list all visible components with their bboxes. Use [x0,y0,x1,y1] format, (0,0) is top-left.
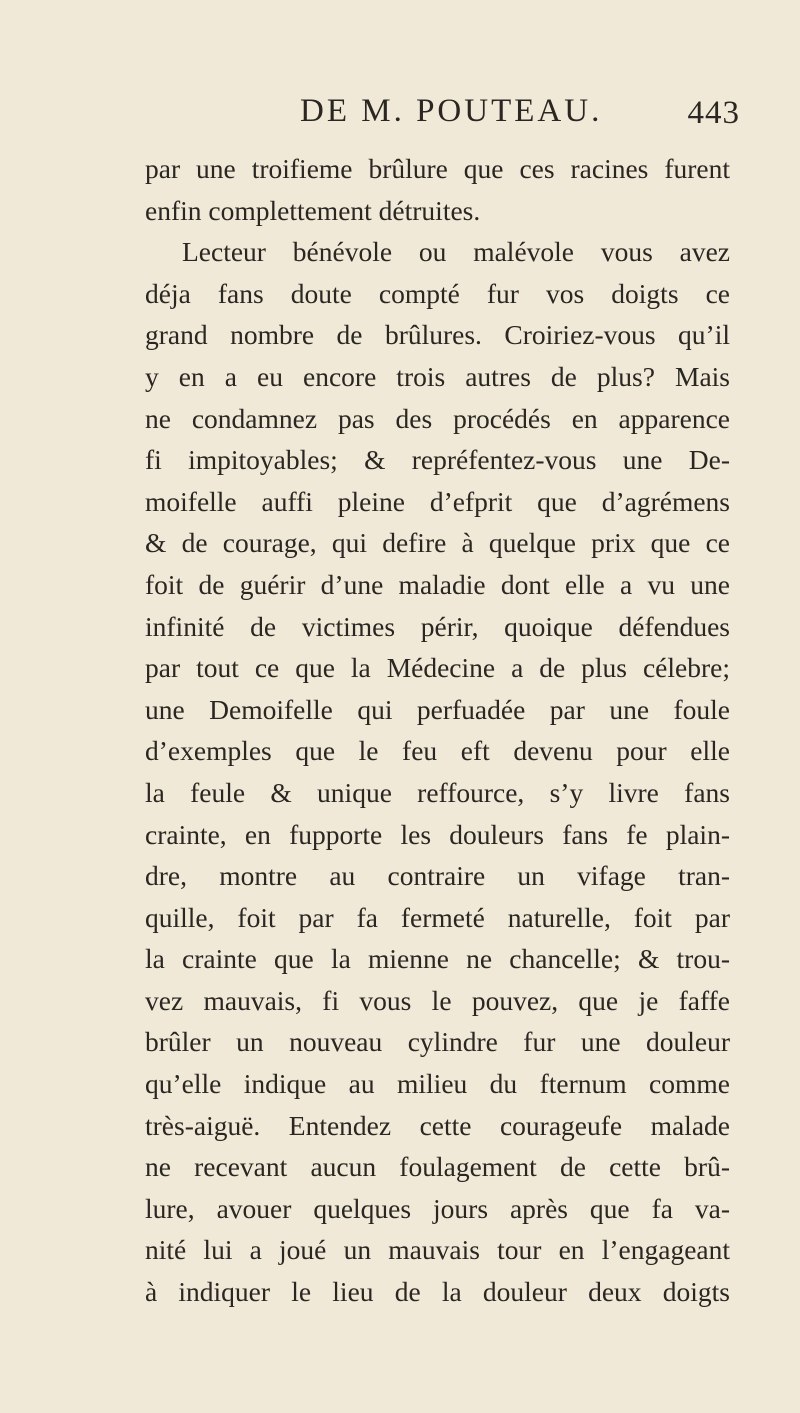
text-line: très-aiguë. Entendez cette courageufe malade [145,1109,730,1141]
text-line: par une troifieme brûlure que ces racines furent [145,153,730,184]
text-line: la feule & unique reffource, s’y livre fans [145,776,730,808]
text-line: dre, montre au contraire un vifage tran- [145,860,730,892]
page-header [300,93,740,133]
text-line: infinité de victimes périr, quoique défendues [145,610,730,642]
text-line: à indiquer le lieu de la douleur deux doigts [145,1276,730,1308]
body-text [145,148,730,1313]
page-number: 443 [687,95,740,131]
text-line: Lecteur bénévole ou malévole vous avez [182,236,730,268]
text-line: d’exemples que le feu eft devenu pour elle [145,735,730,767]
text-line: quille, foit par fa fermeté naturelle, foit par [145,901,730,933]
text-line: enfin complettement détruites. [145,194,481,226]
text-line: lure, avouer quelques jours après que fa va- [145,1192,730,1224]
text-line: & de courage, qui defire à quelque prix que ce [145,527,730,559]
text-line: une Demoifelle qui perfuadée par une foule [145,693,730,725]
text-line: la crainte que la mienne ne chancelle; & trou- [145,943,730,975]
text-line: grand nombre de brûlures. Croiriez-vous qu’il [145,319,730,351]
text-line: moifelle auffi pleine d’efprit que d’agrémens [145,485,730,517]
running-title: DE M. POUTEAU. [300,93,603,129]
text-line: vez mauvais, fi vous le pouvez, que je faffe [145,984,730,1016]
text-line: y en a eu encore trois autres de plus? Mais [145,360,730,392]
text-line: ne condamnez pas des procédés en apparence [145,402,730,434]
text-line: par tout ce que la Médecine a de plus célebre; [145,652,730,684]
text-line: brûler un nouveau cylindre fur une douleur [145,1026,730,1058]
text-line: fi impitoyables; & repréfentez-vous une De- [145,444,730,476]
text-line: foit de guérir d’une maladie dont elle a vu une [145,568,730,600]
text-line: déja fans doute compté fur vos doigts ce [145,277,730,309]
text-line: qu’elle indique au milieu du fternum comme [145,1068,730,1100]
text-line: crainte, en fupporte les douleurs fans fe plain- [145,818,730,850]
text-line: nité lui a joué un mauvais tour en l’engageant [145,1234,730,1266]
text-line: ne recevant aucun foulagement de cette brû- [145,1151,730,1183]
